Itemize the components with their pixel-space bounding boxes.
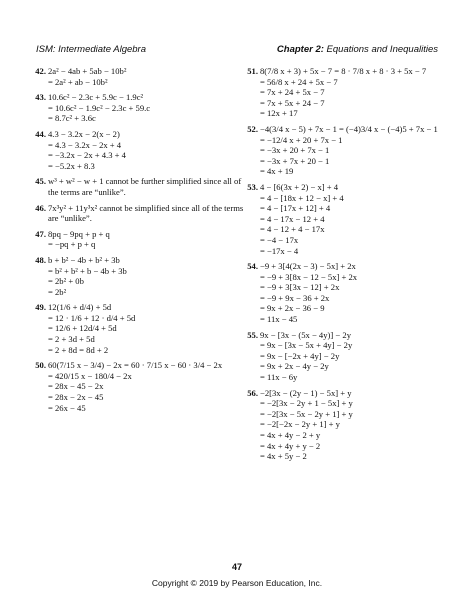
exercise-number: 48. xyxy=(35,254,46,265)
solution-line: = 2 + 8d = 8d + 2 xyxy=(48,344,109,355)
solution-line: = −4 − 17x xyxy=(260,234,299,245)
solution-line: 9x − [3x − (5x − 4y)] − 2y xyxy=(260,329,351,340)
solution-line: −4(3/4 x − 5) + 7x − 1 = (−4)3/4 x − (−4)5 + 7x − 1 xyxy=(260,123,438,134)
exercise xyxy=(35,228,248,250)
solution-line: = 2b² + 0b xyxy=(48,276,84,287)
solution-line: = −9 + 3[8x − 12 − 5x] + 2x xyxy=(260,271,358,282)
solution-line: = −3.2x − 2x + 4.3 + 4 xyxy=(48,150,126,161)
solution-line: = −2[−2x − 2y + 1] + y xyxy=(260,419,340,430)
solution-line: = 7x + 24 + 5x − 7 xyxy=(260,87,325,98)
exercise xyxy=(247,329,450,383)
exercise-number: 52. xyxy=(247,123,258,134)
solution-line: = 28x − 45 − 2x xyxy=(48,381,104,392)
solution-line: = 4 − 17x − 12 + 4 xyxy=(260,213,325,224)
solution-line: 8pq − 9pq + p + q xyxy=(48,228,110,239)
solution-line: = −17x − 4 xyxy=(260,245,299,256)
exercise-number: 45. xyxy=(35,176,46,187)
exercise-number: 44. xyxy=(35,128,46,139)
exercise-number: 42. xyxy=(35,66,46,76)
exercise xyxy=(35,176,248,197)
solution-line: = 9x − [−2x + 4y] − 2y xyxy=(260,350,340,361)
exercise xyxy=(247,181,450,256)
solution-line: = 4x + 4y − 2 + y xyxy=(260,430,321,440)
solution-line: = −5.2x + 8.3 xyxy=(48,160,95,171)
solution-line: = −2[3x − 5x − 2y + 1] + y xyxy=(260,408,353,419)
solution-line: 7x³y² + 11y³x² cannot be simplified since all of the terms are “unlike”. xyxy=(48,202,244,224)
solution-line: = 10.6c² − 1.9c² − 2.3c + 59.c xyxy=(48,102,151,113)
solution-line: = 28x − 2x − 45 xyxy=(48,392,104,403)
solution-line: = 12 · 1/6 + 12 · d/4 + 5d xyxy=(48,312,136,323)
solution-line: = 8.7c² + 3.6c xyxy=(48,113,96,124)
solution-line: = 12x + 17 xyxy=(260,108,298,119)
solution-line: 60(7/15 x − 3/4) − 2x = 60 · 7/15 x − 60 · 3/4 − 2x xyxy=(48,360,223,371)
exercise xyxy=(247,261,450,325)
solution-line: = −9 + 3[3x − 12] + 2x xyxy=(260,282,340,293)
solution-line: = 4x + 5y − 2 xyxy=(260,451,307,462)
left-column xyxy=(35,66,248,418)
solution-line: 8(7/8 x + 3) + 5x − 7 = 8 · 7/8 x + 8 · 3 + 5x − 7 xyxy=(260,66,427,76)
exercise xyxy=(35,128,248,171)
exercise-number: 50. xyxy=(35,360,46,371)
solution-line: = −9 + 9x − 36 + 2x xyxy=(260,292,330,303)
solution-line: = 9x + 2x − 4y − 2y xyxy=(260,361,329,372)
solution-line: = 11x − 6y xyxy=(260,372,298,383)
solution-line: b + b² − 4b + b² + 3b xyxy=(48,254,120,265)
chapter-title: Chapter 2: Equations and Inequalities xyxy=(276,44,438,55)
solution-line: = 12/6 + 12d/4 + 5d xyxy=(48,323,117,334)
solution-line: = −pq + p + q xyxy=(48,239,96,250)
exercise xyxy=(35,66,248,87)
solution-line: = 2 + 3d + 5d xyxy=(48,334,95,345)
exercise-number: 53. xyxy=(247,181,258,192)
solution-line: −2[3x − (2y − 1) − 5x] + y xyxy=(260,387,352,398)
solution-line: 4 − [6(3x + 2) − x] + 4 xyxy=(260,181,339,192)
exercise xyxy=(35,254,248,297)
exercise xyxy=(35,92,248,124)
solution-line: 10.6c² − 2.3c + 5.9c − 1.9c² xyxy=(48,92,144,103)
solution-line: = 420/15 x − 180/4 − 2x xyxy=(48,370,132,381)
solution-line: = 4x + 19 xyxy=(260,166,294,177)
solution-line: = 2b² xyxy=(48,286,67,297)
page-number: 47 xyxy=(231,562,242,572)
solution-line: 12(1/6 + d/4) + 5d xyxy=(48,302,112,313)
exercise-number: 46. xyxy=(35,202,46,213)
exercise-number: 54. xyxy=(247,261,258,272)
solution-line: = b² + b² + b − 4b + 3b xyxy=(48,265,127,276)
solution-line: = 56/8 x + 24 + 5x − 7 xyxy=(260,76,338,87)
solution-line: = 4 − 12 + 4 − 17x xyxy=(260,224,325,235)
exercise-number: 55. xyxy=(247,329,258,340)
exercise xyxy=(35,202,248,224)
solution-line: = 4 − [18x + 12 − x] + 4 xyxy=(260,192,344,203)
solution-line: = 9x + 2x − 36 − 9 xyxy=(260,303,325,314)
solution-line: w³ + w² − w + 1 cannot be further simplified since all of the terms are “unlike”. xyxy=(48,176,242,197)
solution-line: = 4x + 4y + y − 2 xyxy=(260,440,321,451)
exercise-number: 43. xyxy=(35,92,46,103)
solution-line: = 7x + 5x + 24 − 7 xyxy=(260,97,325,108)
solution-line: = 4 − [17x + 12] + 4 xyxy=(260,203,331,214)
book-title: ISM: Intermediate Algebra xyxy=(36,44,147,55)
exercise xyxy=(247,123,450,177)
solution-line: = 9x − [3x − 5x + 4y] − 2y xyxy=(260,340,353,351)
solution-line: = −3x + 7x + 20 − 1 xyxy=(260,155,330,166)
page-header xyxy=(36,44,438,58)
copyright-notice: Copyright © 2019 by Pearson Education, Inc. xyxy=(151,578,323,588)
solution-line: = −3x + 20 + 7x − 1 xyxy=(260,145,330,156)
solution-line: 4.3 − 3.2x − 2(x − 2) xyxy=(48,128,120,139)
solution-line: = 4.3 − 3.2x − 2x + 4 xyxy=(48,139,122,150)
exercise xyxy=(247,66,450,119)
solution-line: = −12/4 x + 20 + 7x − 1 xyxy=(260,134,343,145)
exercise xyxy=(247,387,450,462)
exercise-number: 47. xyxy=(35,228,46,239)
solution-line: 2a² − 4ab + 5ab − 10b² xyxy=(48,66,127,76)
exercise xyxy=(35,302,248,355)
exercise xyxy=(35,360,248,413)
exercise-number: 49. xyxy=(35,302,46,313)
solution-line: = 11x − 45 xyxy=(260,314,298,325)
solution-line: = −2[3x − 2y + 1 − 5x] + y xyxy=(260,398,353,409)
exercise-number: 56. xyxy=(247,387,258,398)
solution-line: = 26x − 45 xyxy=(48,402,86,413)
solution-line: −9 + 3[4(2x − 3) − 5x] + 2x xyxy=(260,261,356,272)
solution-line: = 2a² + ab − 10b² xyxy=(48,76,108,87)
exercise-number: 51. xyxy=(247,66,258,76)
right-column xyxy=(247,66,450,467)
